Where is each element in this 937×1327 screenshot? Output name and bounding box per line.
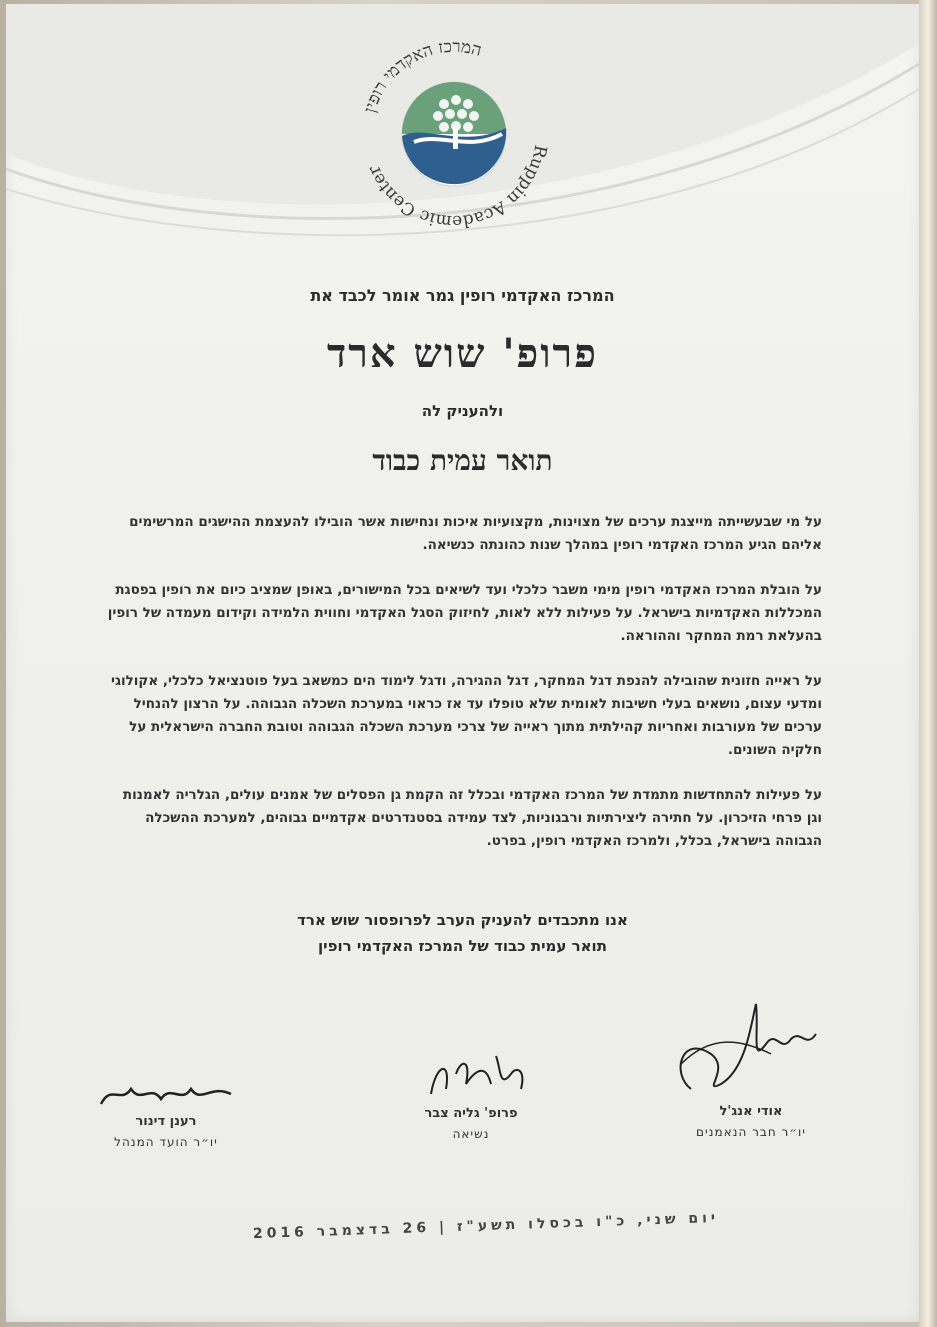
closing-line-2: תואר עמית כבוד של המרכז האקדמי רופין [318,937,607,955]
signatory-name: רענן דינור [135,1114,197,1129]
honoree-name: פרופ' שוש ארד [327,330,598,377]
signatory-name: אודי אנג'ל [719,1104,783,1119]
date-line: יום שני, כ"ו בכסלו תשע"ז | 26 בדצמבר 2016 [252,1209,720,1243]
citation-body [104,511,822,875]
award-intro: ולהעניק לה [421,402,504,420]
signatory-role: נשיאה [452,1127,490,1141]
logo-hebrew-text: המרכז האקדמי רופין [360,36,484,116]
closing-statement [6,907,919,959]
handwritten-signature [81,1074,251,1114]
handwritten-signature [391,1044,551,1106]
logo-english-text: Ruppin Academic Center [364,143,551,232]
signatory-name: פרופ' גליה צבר [424,1106,518,1121]
citation-paragraph: על ראייה חזונית שהובילה להנפת דגל המחקר, דגל ההגירה, ודגל לימוד הים כמשאב בעל פוטנציאל כלכלי, אקולוגי ומדעי עצום, נושאים בעלי חשיבות לאומית שלא טופלו עד אז כראוי במערכת השכלה הגבוהה. על הרצון להנחיל ערכים של מעורבות ואחריות קהילתית מתוך ראייה של צרכי מערכת השכלה הגבוהה וטובת החברה הישראלית על חלקיה השונים. [110,673,822,758]
intro-line: המרכז האקדמי רופין גמר אומר לכבד את [310,286,615,305]
award-title: תואר עמית כבוד [372,444,553,477]
signature-block-chairman-trustees [646,994,856,1139]
signatory-role: יו״ר חבר הנאמנים [696,1125,806,1139]
frame-edge [919,0,937,1327]
signatory-role: יו״ר הועד המנהל [114,1135,218,1149]
ruppin-logo [344,24,564,244]
closing-line-1: אנו מתכבדים להעניק הערב לפרופסור שוש ארד [297,911,628,929]
certificate-paper [6,4,919,1322]
citation-paragraph: על פעילות להתחדשות מתמדת של המרכז האקדמי ובכלל זה הקמת גן הפסלים של אמנים עולים, הגלריה לאמנות וגן פרחי הזיכרון. על חתירה ליצירתיות ורבגוניות, לצד עמידה בסטנדרטים אקדמיים גבוהים, למערכת ההשכלה הגבוהה בישראל, בכלל, ולמרכז האקדמי רופין, בפרט. [122,787,822,849]
signature-block-chairman-board [81,1074,251,1149]
handwritten-signature [651,994,851,1104]
citation-paragraph: על מי שבעשייתה מייצגת ערכים של מצוינות, מקצועיות איכות ונחישות אשר הובילו להעצמת ההישגים המרשימים אליהם הגיע המרכז האקדמי רופין במהלך שנות כהונתה כנשיאה. [129,514,822,553]
citation-paragraph: על הובלת המרכז האקדמי רופין מימי משבר כלכלי ועד לשיאים בכל המישורים, באופן שמציב כיום את רופין בפסגת המכללות האקדמיות בישראל. על פעילות ללא לאות, לחיזוק הסגל האקדמי וחווית הלמידה וקידום מעמדה של רופין בהעלאת רמת המחקר וההוראה. [107,582,822,644]
signature-block-president [386,1044,556,1141]
